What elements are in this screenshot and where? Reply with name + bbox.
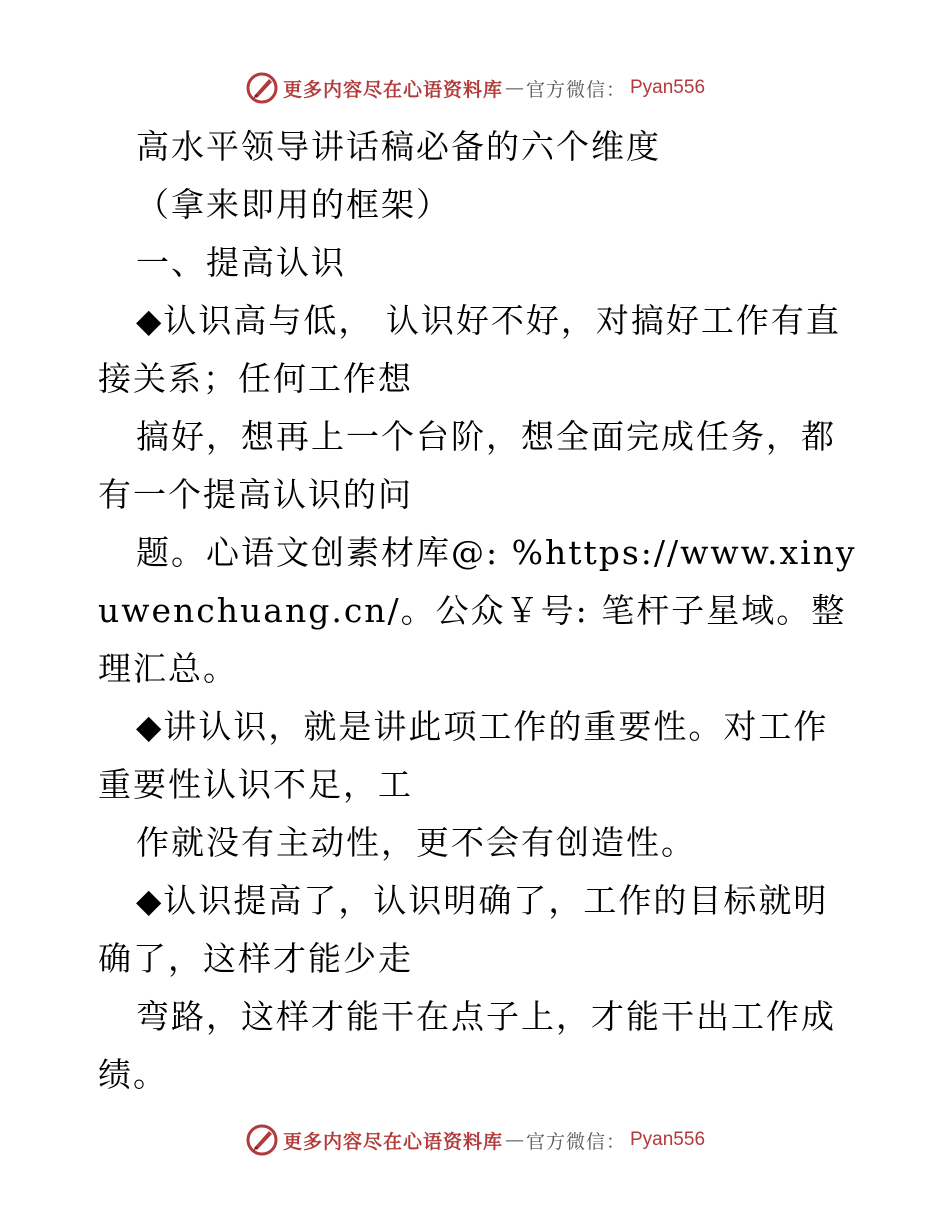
- footer-wechat-id: Pyan556: [630, 1129, 706, 1150]
- paragraph: ◆讲认识，就是讲此项工作的重要性。对工作重要性认识不足，工: [98, 707, 829, 804]
- document-subtitle: （拿来即用的框架）: [136, 185, 451, 224]
- quill-pen-circle-icon: [245, 1123, 279, 1157]
- paragraph: 搞好，想再上一个台阶，想全面完成任务，都有一个提高认识的问: [98, 417, 836, 514]
- header-dash: —: [504, 77, 524, 99]
- quill-pen-circle-icon: [245, 71, 279, 105]
- document-body: [98, 118, 858, 1104]
- footer-official-text: 官方微信：: [525, 1130, 626, 1153]
- footer-dash: —: [504, 1129, 524, 1151]
- document-title: 高水平领导讲话稿必备的六个维度: [136, 127, 661, 166]
- header-wechat-id: Pyan556: [630, 77, 706, 98]
- paragraph: 题。心语文创素材库@: %https://www.xinyuwenchuang.cn/。公众￥号: 笔杆子星域。整理汇总。: [98, 533, 857, 688]
- footer-banner: [0, 1120, 950, 1160]
- header-site-text: 更多内容尽在心语资料库: [282, 78, 503, 101]
- paragraph: ◆认识提高了，认识明确了，工作的目标就明确了，这样才能少走: [98, 881, 829, 978]
- paragraph: 作就没有主动性，更不会有创造性。: [136, 823, 696, 862]
- paragraph: 弯路，这样才能干在点子上，才能干出工作成绩。: [98, 997, 836, 1094]
- header-banner: [0, 68, 950, 108]
- header-official-text: 官方微信：: [525, 78, 626, 101]
- section-heading: 一、提高认识: [136, 243, 346, 282]
- paragraph: ◆认识高与低， 认识好不好，对搞好工作有直接关系；任何工作想: [98, 301, 841, 398]
- footer-site-text: 更多内容尽在心语资料库: [282, 1130, 503, 1153]
